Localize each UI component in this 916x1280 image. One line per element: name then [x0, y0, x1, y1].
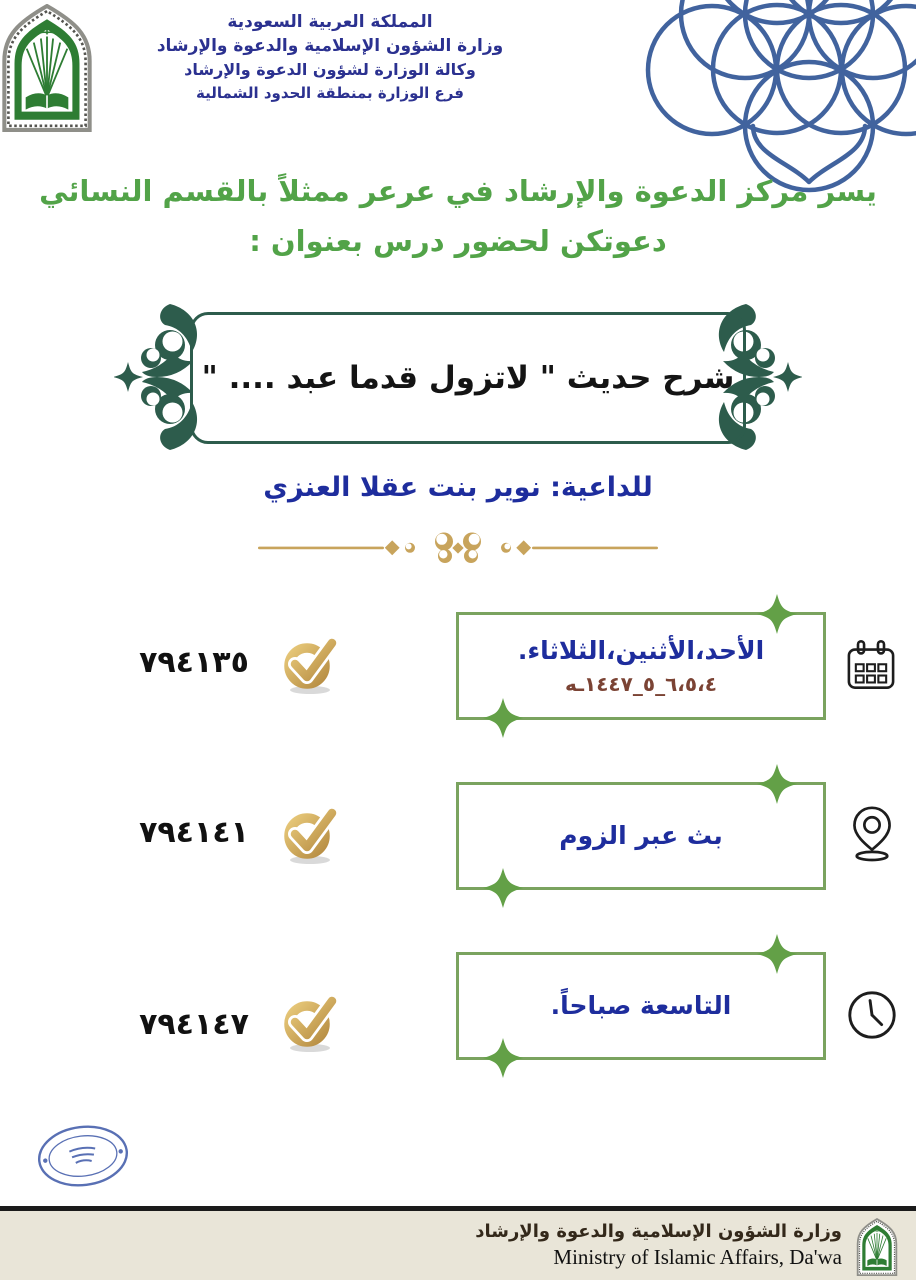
- footer-ministry-arabic: وزارة الشؤون الإسلامية والدعوة والإرشاد: [475, 1221, 842, 1242]
- header-line: المملكة العربية السعودية: [227, 12, 433, 32]
- diamond-decoration: [481, 696, 525, 740]
- contact-code: ٧٩٤١٣٥: [139, 645, 249, 680]
- header-line: وزارة الشؤون الإسلامية والدعوة والإرشاد: [156, 36, 504, 56]
- contact-code: ٧٩٤١٤١: [139, 815, 249, 850]
- lesson-title-box: [190, 312, 746, 444]
- invitation-text: [0, 166, 916, 266]
- invitation-line-1: يسر مركز الدعوة والإرشاد في عرعر ممثلاً بالقسم النسائي: [39, 174, 877, 208]
- location-pin-icon: [845, 800, 899, 866]
- gold-divider: [258, 528, 658, 568]
- footer-ministry-english: Ministry of Islamic Affairs, Da'wa: [553, 1245, 842, 1269]
- invitation-line-2: دعوتكن لحضور درس بعنوان :: [249, 224, 667, 258]
- diamond-decoration: [755, 762, 799, 806]
- schedule-box-time: [456, 952, 826, 1060]
- ministry-emblem-logo-small: [854, 1218, 900, 1278]
- gold-check-icon: [280, 802, 344, 866]
- diamond-decoration: [481, 1036, 525, 1080]
- contact-code: ٧٩٤١٤٧: [139, 1007, 249, 1042]
- header-line: وكالة الوزارة لشؤون الدعوة والإرشاد: [184, 60, 476, 79]
- schedule-box-location: [456, 782, 826, 890]
- schedule-date-text: ٤،‏٥،‏٦_٥_١٤٤٧ـه: [565, 672, 717, 696]
- diamond-decoration: [755, 592, 799, 636]
- lesson-title-frame: [118, 298, 798, 456]
- schedule-location-text: بث عبر الزوم: [559, 821, 723, 850]
- diamond-decoration: [481, 866, 525, 910]
- calendar-icon: [845, 638, 897, 694]
- footer-bar: [0, 1206, 916, 1280]
- schedule-days-text: الأحد،الأثنين،الثلاثاء.: [517, 636, 765, 665]
- schedule-time-text: التاسعة صباحاً.: [550, 991, 732, 1020]
- header-line: فرع الوزارة بمنطقة الحدود الشمالية: [196, 84, 464, 102]
- diamond-decoration: [755, 932, 799, 976]
- speaker-name: للداعية: نوير بنت عقلا العنزي: [263, 472, 653, 503]
- schedule-box-days: [456, 612, 826, 720]
- clock-icon: [845, 988, 899, 1042]
- gov-header: [70, 10, 590, 105]
- gold-check-icon: [280, 632, 344, 696]
- lesson-title: شرح حديث " لاتزول قدما عبد .... ": [201, 360, 735, 396]
- official-stamp: [32, 1117, 134, 1196]
- gold-check-icon: [280, 990, 344, 1054]
